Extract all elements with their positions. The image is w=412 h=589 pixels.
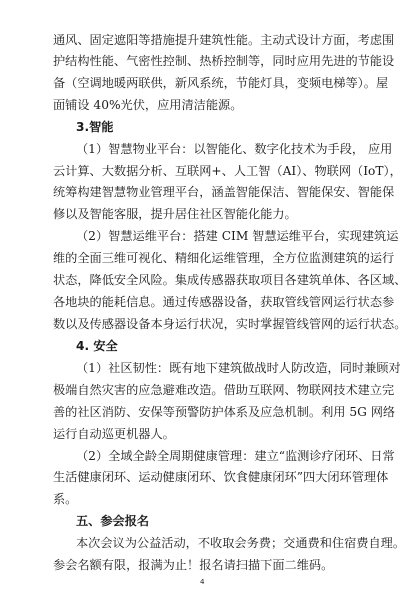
body-line: 备（空调地暖两联供，新风系统，节能灯具，变频电梯等）。屋 [53, 76, 389, 90]
body-line: 云计算、大数据分析、互联网+、人工智（AI）、物联网（IoT）， [53, 164, 402, 178]
section-heading-smart: 3.智能 [76, 120, 114, 134]
body-line: 各地块的能耗信息。通过传感器设备，获取管线管网运行状态参 [53, 295, 395, 309]
body-line: 参会名额有限，报满为止！报名请扫描下面二维码。 [53, 558, 334, 572]
body-line: 系。 [53, 492, 78, 506]
section-heading-registration: 五、参会报名 [76, 514, 150, 528]
body-line: 统筹构建智慧物业管理平台，涵盖智能保洁、智能保安、智能保 [53, 185, 395, 199]
body-line: 本次会议为公益活动，不收取会务费；交通费和住宿费自理。 [76, 536, 406, 550]
body-line: 面铺设 40%光伏，应用清洁能源。 [53, 98, 243, 112]
body-line: 生活健康闭环、运动健康闭环、饮食健康闭环”四大闭环管理体 [53, 470, 389, 484]
body-line: 通风、固定遮阳等措施提升建筑性能。主动式设计方面，考虑围 [53, 33, 395, 47]
body-line: （2）全域全龄全周期健康管理：建立“监测诊疗闭环、日常 [76, 449, 395, 463]
page-number: 4 [200, 578, 205, 586]
body-line: （1）智慧物业平台：以智能化、数字化技术为手段， 应用 [76, 142, 393, 156]
body-line: 运行自动巡更机器人。 [53, 427, 175, 441]
body-line: 护结构性能、气密性控制、热桥控制等，同时应用先进的节能设 [53, 54, 395, 68]
body-line: 状态，降低安全风险。集成传感器获取项目各建筑单体、各区域、 [53, 273, 407, 287]
body-line: 数以及传感器设备本身运行状况，实时掌握管线管网的运行状态。 [53, 317, 407, 331]
body-line: 善的社区消防、安保等预警防护体系及应急机制。利用 5G 网络 [53, 405, 396, 419]
section-heading-safety: 4. 安全 [76, 339, 118, 353]
body-line: （2）智慧运维平台：搭建 CIM 智慧运维平台，实现建筑运 [76, 229, 399, 243]
body-line: 修以及智能客服，提升居住社区智能化能力。 [53, 207, 297, 221]
body-line: 极端自然灾害的应急避难改造。借助互联网、物联网技术建立完 [53, 383, 395, 397]
body-line: 维的全面三维可视化、精细化运维管理，全方位监测建筑的运行 [53, 251, 395, 265]
body-line: （1）社区韧性：既有地下建筑做战时人防改造，同时兼顾对 [76, 361, 401, 375]
